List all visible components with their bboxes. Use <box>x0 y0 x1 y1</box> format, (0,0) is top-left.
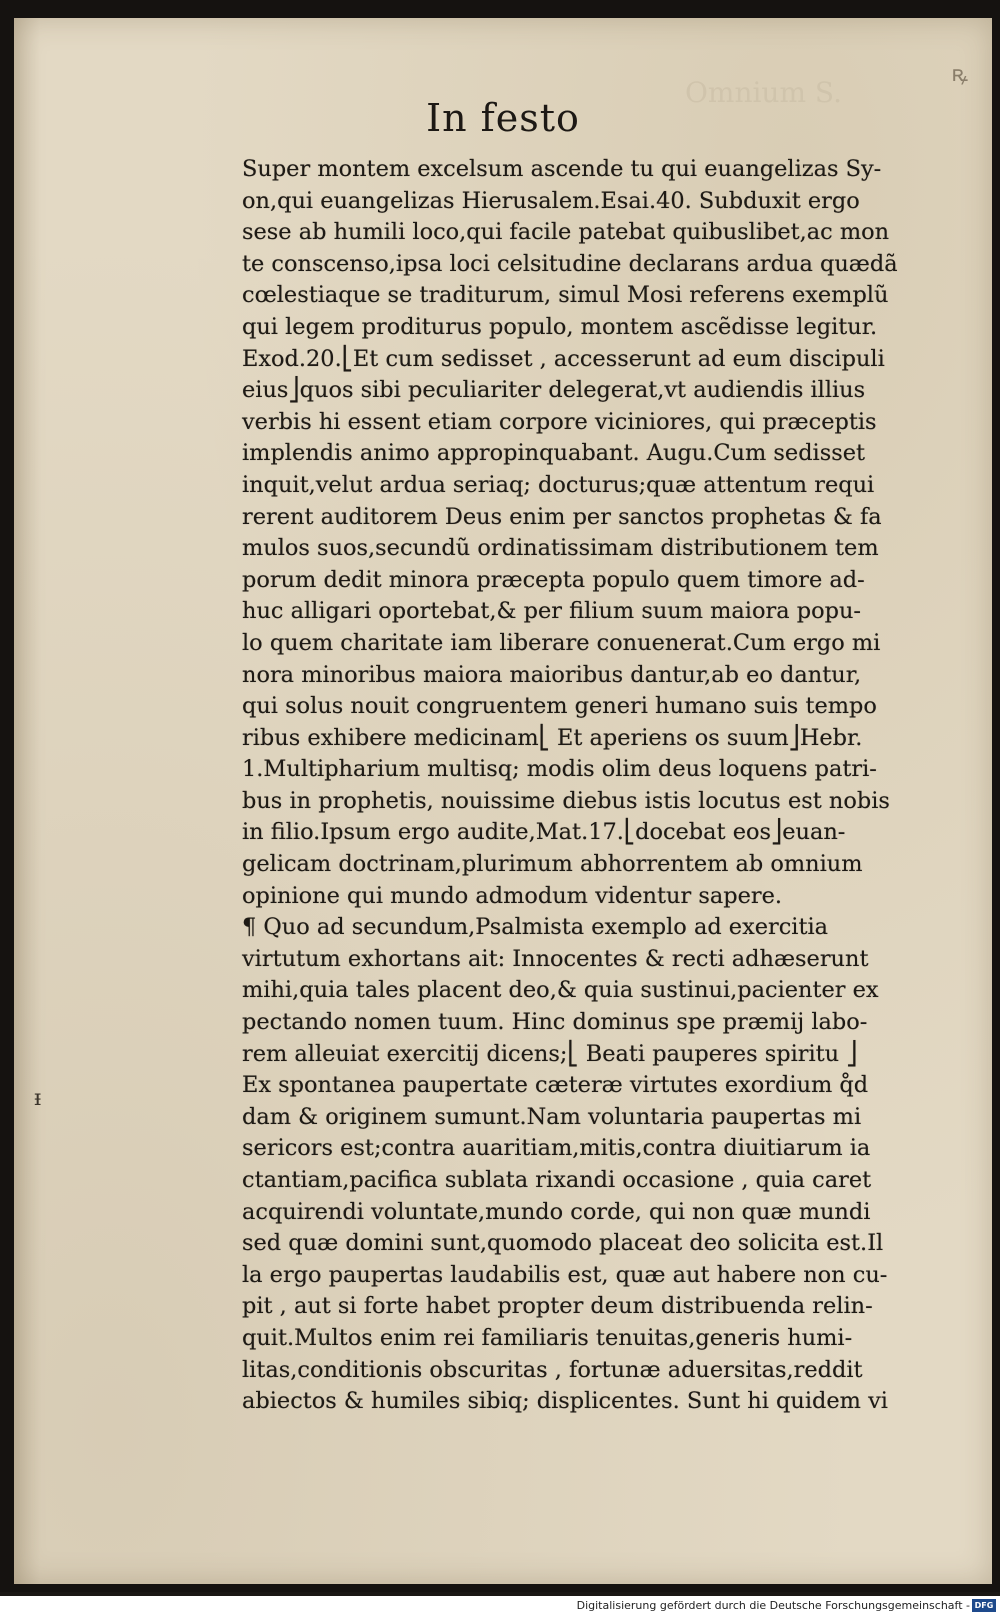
corner-mark: ꝶ <box>951 62 968 87</box>
text-line: Ex spontanea paupertate cæteræ virtutes exordium q̊d <box>242 1072 869 1099</box>
text-line: lo quem charitate iam liberare conuenerat.Cum ergo mi <box>242 629 881 656</box>
text-line: dam & originem sumunt.Nam voluntaria paupertas mi <box>242 1103 862 1130</box>
text-line: porum dedit minora præcepta populo quem timore ad- <box>242 566 865 593</box>
margin-mark: ᵻ <box>34 1086 42 1111</box>
text-line: virtutum exhortans ait: Innocentes & recti adhæserunt <box>242 945 869 972</box>
text-line: pectando nomen tuum. Hinc dominus spe præmij labo- <box>242 1009 868 1036</box>
text-line: te conscenso,ipsa loci celsitudine declarans ardua quædã <box>242 250 898 277</box>
text-line: eius⎦quos sibi peculiariter delegerat,vt audiendis illius <box>242 377 866 404</box>
text-line: implendis animo appropinquabant. Augu.Cum sedisset <box>242 440 866 467</box>
text-line: on,qui euangelizas Hierusalem.Esai.40. Subduxit ergo <box>242 187 860 214</box>
text-line: ctantiam,pacifica sublata rixandi occasione , quia caret <box>242 1167 872 1193</box>
text-line: qui solus nouit congruentem generi humano suis tempo <box>242 693 877 720</box>
text-line: sese ab humili loco,qui facile patebat quibuslibet,ac mon <box>242 219 890 246</box>
text-line: in filio.Ipsum ergo audite,Mat.17.⎣docebat eos⎦euan- <box>242 819 846 846</box>
text-line: pit , aut si forte habet propter deum distribuenda relin- <box>242 1293 873 1320</box>
text-line: mihi,quia tales placent deo,& quia sustinui,pacienter ex <box>242 977 879 1004</box>
text-line: 1.Multipharium multisq; modis olim deus loquens patri- <box>242 756 877 783</box>
text-line: opinione qui mundo admodum videntur sapere. <box>242 882 783 909</box>
footer-credit: Digitalisierung gefördert durch die Deutsche Forschungsgemeinschaft - <box>576 1599 970 1612</box>
text-line: la ergo paupertas laudabilis est, quæ aut habere non cu- <box>242 1261 888 1288</box>
text-block <box>242 154 944 1418</box>
dfg-logo: DFG <box>972 1599 996 1612</box>
text-line: ¶ Quo ad secundum,Psalmista exemplo ad exercitia <box>242 914 829 941</box>
bleed-through-text: Omnium S. <box>684 76 842 109</box>
footer-bar <box>0 1596 1000 1615</box>
text-line: rerent auditorem Deus enim per sanctos prophetas & fa <box>242 503 882 530</box>
text-line: sed quæ domini sunt,quomodo placeat deo solicita est.Il <box>242 1230 884 1257</box>
book-page <box>14 18 992 1584</box>
text-line: Super montem excelsum ascende tu qui euangelizas Sy- <box>242 156 882 182</box>
text-line: bus in prophetis, nouissime diebus istis locutus est nobis <box>242 787 890 814</box>
text-line: rem alleuiat exercitij dicens;⎣ Beati pauperes spiritu ⎦ <box>242 1040 858 1067</box>
text-line: verbis hi essent etiam corpore viciniores, qui præceptis <box>242 408 877 435</box>
text-line: abiectos & humiles sibiq; displicentes. Sunt hi quidem vi <box>242 1388 888 1415</box>
text-line: sericors est;contra auaritiam,mitis,contra diuitiarum ia <box>242 1135 871 1162</box>
text-line: huc alligari oportebat,& per filium suum maiora popu- <box>242 598 861 625</box>
text-line: nora minoribus maiora maioribus dantur,ab eo dantur, <box>242 661 862 688</box>
text-line: litas,conditionis obscuritas , fortunæ aduersitas,reddit <box>242 1356 863 1383</box>
running-head: In festo <box>426 96 580 140</box>
text-line: inquit,velut ardua seriaq; docturus;quæ attentum requi <box>242 471 875 498</box>
text-line: Exod.20.⎣Et cum sedisset , accesserunt ad eum discipuli <box>242 345 885 372</box>
text-line: gelicam doctrinam,plurimum abhorrentem ab omnium <box>242 851 863 878</box>
text-line: cœlestiaque se traditurum, simul Mosi referens exemplũ <box>242 282 889 309</box>
text-line: qui legem proditurus populo, montem ascẽdisse legitur. <box>242 313 878 340</box>
text-line: acquirendi voluntate,mundo corde, qui non quæ mundi <box>242 1198 871 1225</box>
text-line: mulos suos,secundũ ordinatissimam distributionem tem <box>242 535 879 562</box>
text-line: quit.Multos enim rei familiaris tenuitas,generis humi- <box>242 1324 853 1351</box>
text-line: ribus exhibere medicinam⎣ Et aperiens os suum⎦Hebr. <box>242 724 863 751</box>
